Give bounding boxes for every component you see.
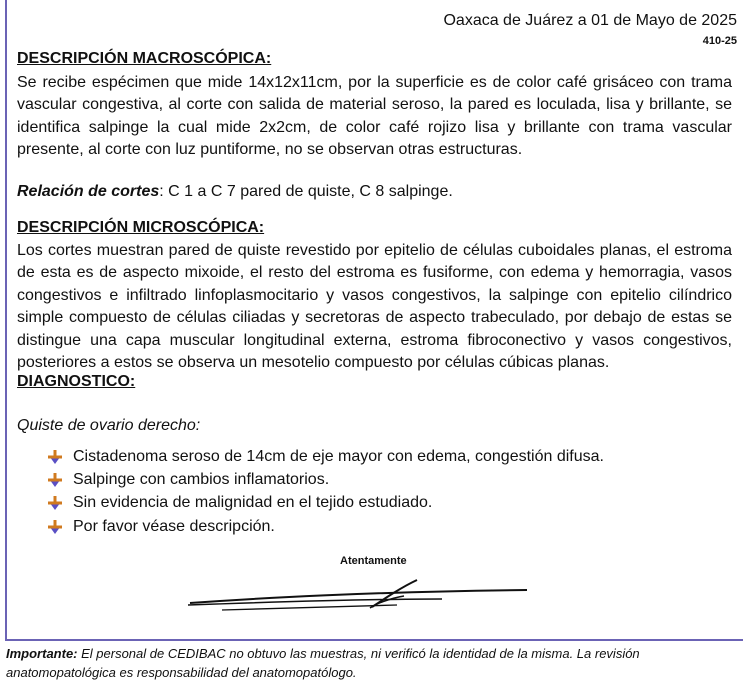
diagnosis-item-text: Salpinge con cambios inflamatorios. bbox=[73, 470, 330, 488]
micro-text: Los cortes muestran pared de quiste revestido por epitelio de células cuboidales planas, el estroma de esta es de aspecto mixoide, el resto del estroma es fusiforme, con edema y hemorragia, vasos congestivos e infiltrado linfoplasmocitario y vasos congestivos, la salpinge con epitelio cilíndrico simple compuesto de células ciliadas y secretoras de aspecto trabeculado, por debajo de estas se distingue una capa muscular longitudinal externa, estroma fibroconectivo y vasos congestivos, posteriores a estos se observa un mesotelio compuesto por células cúbicas planas. bbox=[17, 242, 732, 372]
diagnosis-subheading: Quiste de ovario derecho: bbox=[17, 417, 201, 434]
footer-disclaimer bbox=[6, 644, 726, 682]
arrow-bullet-icon bbox=[48, 496, 62, 510]
macro-heading: DESCRIPCIÓN MACROSCÓPICA: bbox=[17, 50, 272, 67]
diagnosis-item bbox=[48, 445, 604, 468]
arrow-bullet-icon bbox=[48, 520, 62, 534]
signature-image bbox=[182, 572, 532, 612]
diagnosis-list bbox=[48, 445, 604, 538]
diagnosis-item-text: Cistadenoma seroso de 14cm de eje mayor con edema, congestión difusa. bbox=[73, 447, 604, 465]
case-number: 410-25 bbox=[702, 35, 737, 47]
micro-heading: DESCRIPCIÓN MICROSCÓPICA: bbox=[17, 219, 265, 236]
date-line: Oaxaca de Juárez a 01 de Mayo de 2025 bbox=[443, 12, 737, 29]
diagnosis-heading: DIAGNOSTICO: bbox=[17, 373, 136, 390]
cortes-line bbox=[17, 183, 453, 201]
cortes-text: : C 1 a C 7 pared de quiste, C 8 salpinge. bbox=[159, 183, 453, 200]
arrow-bullet-icon bbox=[48, 450, 62, 464]
cortes-label: Relación de cortes bbox=[17, 183, 160, 200]
footer-bold: Importante: bbox=[6, 646, 78, 661]
footer-text: El personal de CEDIBAC no obtuvo las muestras, ni verificó la identidad de la misma. La revisión anatomopatológica es responsabilidad del anatomopatólogo. bbox=[6, 646, 640, 680]
diagnosis-item bbox=[48, 515, 604, 538]
diagnosis-item bbox=[48, 492, 604, 515]
diagnosis-item bbox=[48, 468, 604, 491]
arrow-bullet-icon bbox=[48, 473, 62, 487]
diagnosis-item-text: Por favor véase descripción. bbox=[73, 517, 275, 535]
macro-text: Se recibe espécimen que mide 14x12x11cm, por la superficie es de color café grisáceo con trama vascular congestiva, al corte con salida de material seroso, la pared es loculada, lisa y brillante, se identifica salpinge la cual mide 2x2cm, de color café rojizo lisa y brillante con trama vascular presente, al corte con luz puntiforme, no se observan otras estructuras. bbox=[17, 74, 732, 159]
diagnosis-item-text: Sin evidencia de malignidad en el tejido estudiado. bbox=[73, 494, 433, 512]
closing-text: Atentamente bbox=[340, 555, 407, 567]
